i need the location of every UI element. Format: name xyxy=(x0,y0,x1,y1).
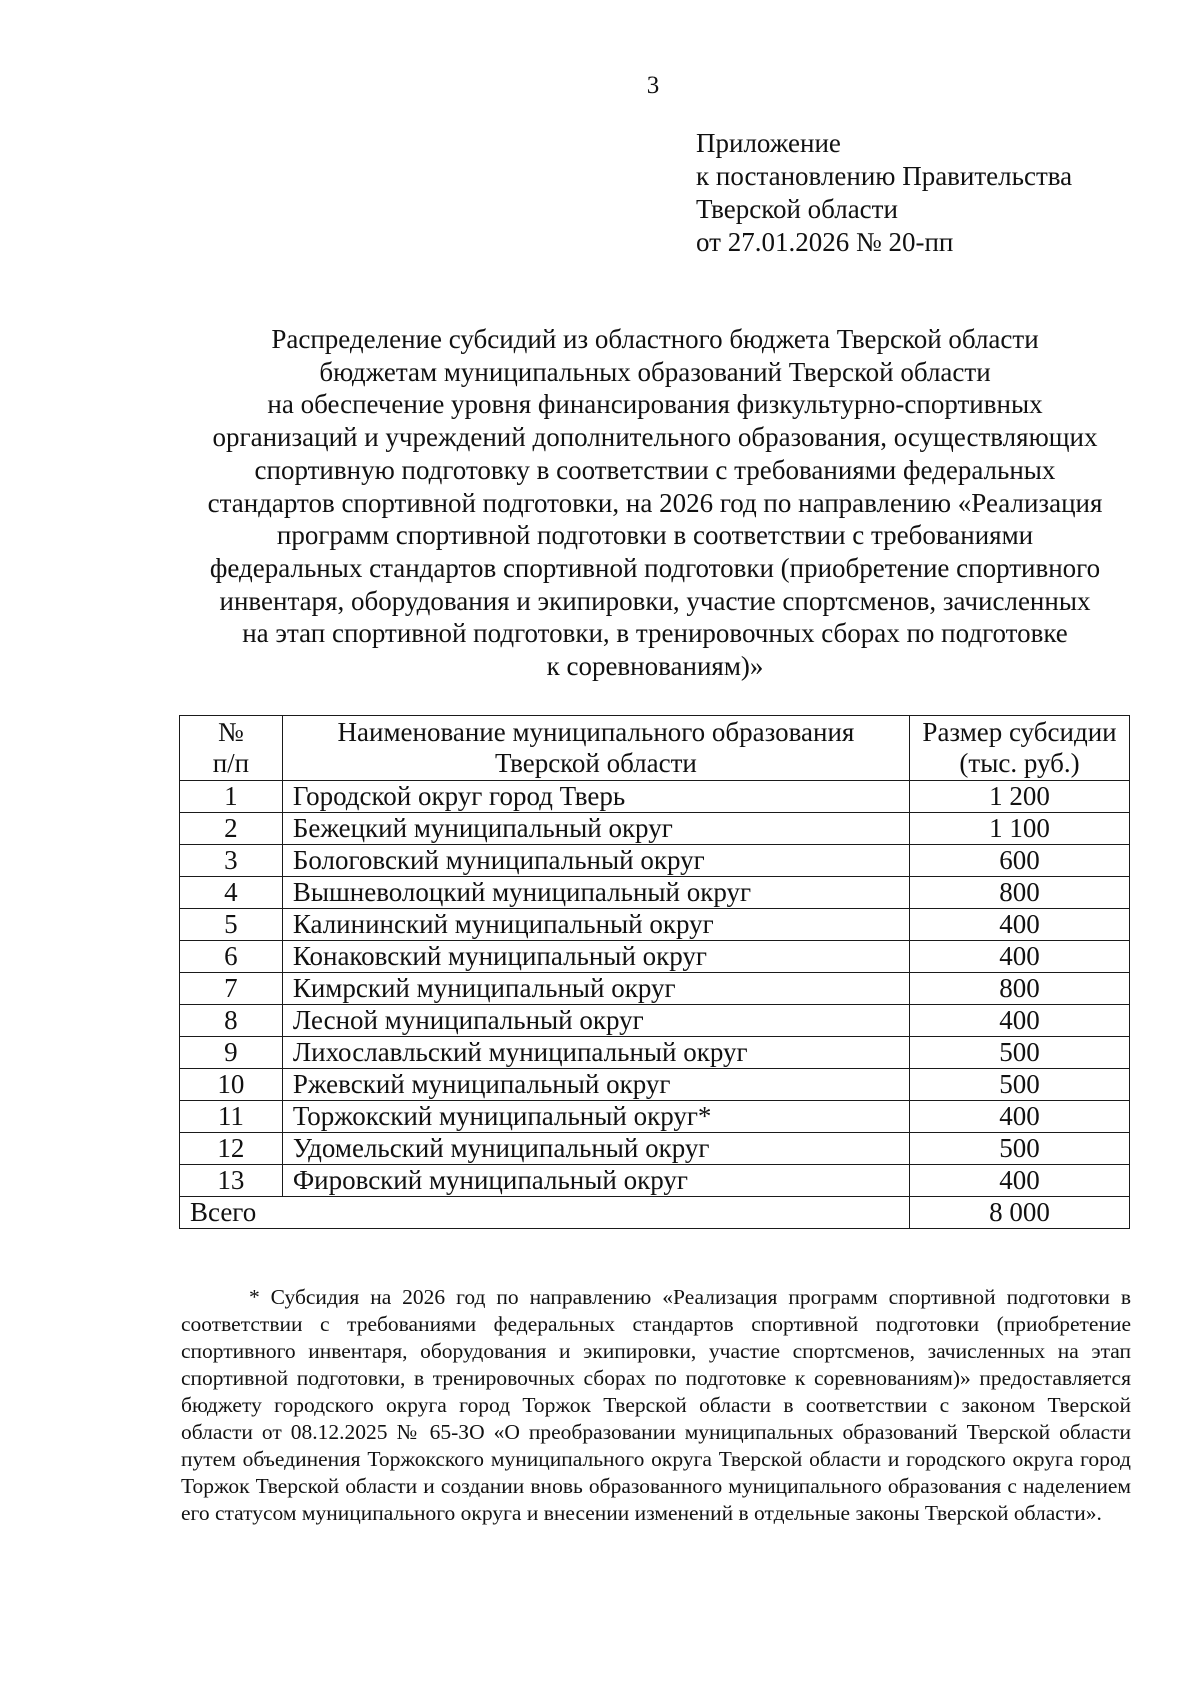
table-row xyxy=(180,813,1130,845)
row-name: Торжокский муниципальный округ* xyxy=(282,1101,909,1133)
row-name: Кимрский муниципальный округ xyxy=(282,973,909,1005)
row-amount: 400 xyxy=(910,941,1130,973)
header-amount: Размер субсидии (тыс. руб.) xyxy=(910,716,1130,781)
header-num: № п/п xyxy=(180,716,283,781)
row-amount: 1 200 xyxy=(910,781,1130,813)
row-num: 9 xyxy=(180,1037,283,1069)
row-name: Удомельский муниципальный округ xyxy=(282,1133,909,1165)
row-num: 10 xyxy=(180,1069,283,1101)
row-name: Лесной муниципальный округ xyxy=(282,1005,909,1037)
row-name: Вышневолоцкий муниципальный округ xyxy=(282,877,909,909)
table-row xyxy=(180,781,1130,813)
row-amount: 500 xyxy=(910,1069,1130,1101)
row-name: Лихославльский муниципальный округ xyxy=(282,1037,909,1069)
table-row xyxy=(180,845,1130,877)
title-line: Распределение субсидий из областного бюджета Тверской области xyxy=(271,324,1039,354)
document-title xyxy=(175,323,1135,683)
row-amount: 400 xyxy=(910,1101,1130,1133)
table-row xyxy=(180,1037,1130,1069)
title-line: организаций и учреждений дополнительного образования, осуществляющих xyxy=(212,422,1098,453)
total-amount: 8 000 xyxy=(910,1197,1130,1229)
table-row xyxy=(180,1165,1130,1197)
subsidy-table xyxy=(179,715,1130,1229)
title-line: программ спортивной подготовки в соответствии с требованиями xyxy=(276,520,1034,551)
table-row xyxy=(180,941,1130,973)
row-name: Ржевский муниципальный округ xyxy=(282,1069,909,1101)
title-line: на обеспечение уровня финансирования физкультурно-спортивных xyxy=(267,389,1043,420)
row-name: Бологовский муниципальный округ xyxy=(282,845,909,877)
table-row xyxy=(180,1005,1130,1037)
table-header-row xyxy=(180,716,1130,781)
appendix-block xyxy=(696,127,1072,259)
table-row xyxy=(180,1101,1130,1133)
title-line: федеральных стандартов спортивной подготовки (приобретение спортивного xyxy=(209,552,1101,583)
row-num: 8 xyxy=(180,1005,283,1037)
row-amount: 400 xyxy=(910,1005,1130,1037)
row-amount: 400 xyxy=(910,909,1130,941)
row-num: 7 xyxy=(180,973,283,1005)
row-num: 6 xyxy=(180,941,283,973)
appendix-date-line: от 27.01.2026 № 20-пп xyxy=(696,227,954,257)
title-line: на этап спортивной подготовки, в тренировочных сборах по подготовке xyxy=(242,618,1068,649)
appendix-line: Приложение xyxy=(696,128,841,158)
title-line: к соревнованиям)» xyxy=(546,651,764,682)
row-amount: 600 xyxy=(910,845,1130,877)
row-amount: 800 xyxy=(910,877,1130,909)
row-name: Калининский муниципальный округ xyxy=(282,909,909,941)
row-num: 1 xyxy=(180,781,283,813)
table-row xyxy=(180,909,1130,941)
row-num: 12 xyxy=(180,1133,283,1165)
row-num: 13 xyxy=(180,1165,283,1197)
row-name: Бежецкий муниципальный округ xyxy=(282,813,909,845)
row-amount: 1 100 xyxy=(910,813,1130,845)
row-amount: 500 xyxy=(910,1133,1130,1165)
row-amount: 400 xyxy=(910,1165,1130,1197)
row-num: 2 xyxy=(180,813,283,845)
table-row xyxy=(180,973,1130,1005)
row-num: 4 xyxy=(180,877,283,909)
footnote: * Субсидия на 2026 год по направлению «Реализация программ спортивной подготовки в соответствии с требованиями федеральных стандартов спортивной подготовки (приобретение спортивного инвентаря, оборудования и экипировки, участие спортсменов, зачисленных на этап спортивной подготовки, в тренировочных сборах по подготовке к соревнованиям)» предоставляется бюджету городского округа город Торжок Тверской области в соответствии с законом Тверской области от 08.12.2025 № 65-ЗО «О преобразовании муниципальных образований Тверской области путем объединения Торжокского муниципального округа Тверской области и городского округа город Торжок Тверской области и создании вновь образованного муниципального образования с наделением его статусом муниципального округа и внесении изменений в отдельные законы Тверской области». xyxy=(181,1285,1131,1525)
row-num: 3 xyxy=(180,845,283,877)
header-name: Наименование муниципального образования Тверской области xyxy=(282,716,909,781)
page-number: 3 xyxy=(646,72,660,99)
table-row xyxy=(180,1133,1130,1165)
appendix-line: Тверской области xyxy=(696,194,898,224)
title-line: спортивную подготовку в соответствии с требованиями федеральных xyxy=(254,454,1056,485)
title-line: стандартов спортивной подготовки, на 2026 год по направлению «Реализация xyxy=(207,487,1103,518)
table-row xyxy=(180,877,1130,909)
table-row xyxy=(180,1069,1130,1101)
table-total-row xyxy=(180,1197,1130,1229)
title-line: инвентаря, оборудования и экипировки, участие спортсменов, зачисленных xyxy=(219,585,1091,616)
title-line: бюджетам муниципальных образований Тверской области xyxy=(319,356,991,387)
row-amount: 500 xyxy=(910,1037,1130,1069)
row-amount: 800 xyxy=(910,973,1130,1005)
row-num: 11 xyxy=(180,1101,283,1133)
total-label: Всего xyxy=(180,1197,910,1229)
appendix-line: к постановлению Правительства xyxy=(696,161,1073,191)
row-name: Фировский муниципальный округ xyxy=(282,1165,909,1197)
row-name: Конаковский муниципальный округ xyxy=(282,941,909,973)
row-num: 5 xyxy=(180,909,283,941)
row-name: Городской округ город Тверь xyxy=(282,781,909,813)
